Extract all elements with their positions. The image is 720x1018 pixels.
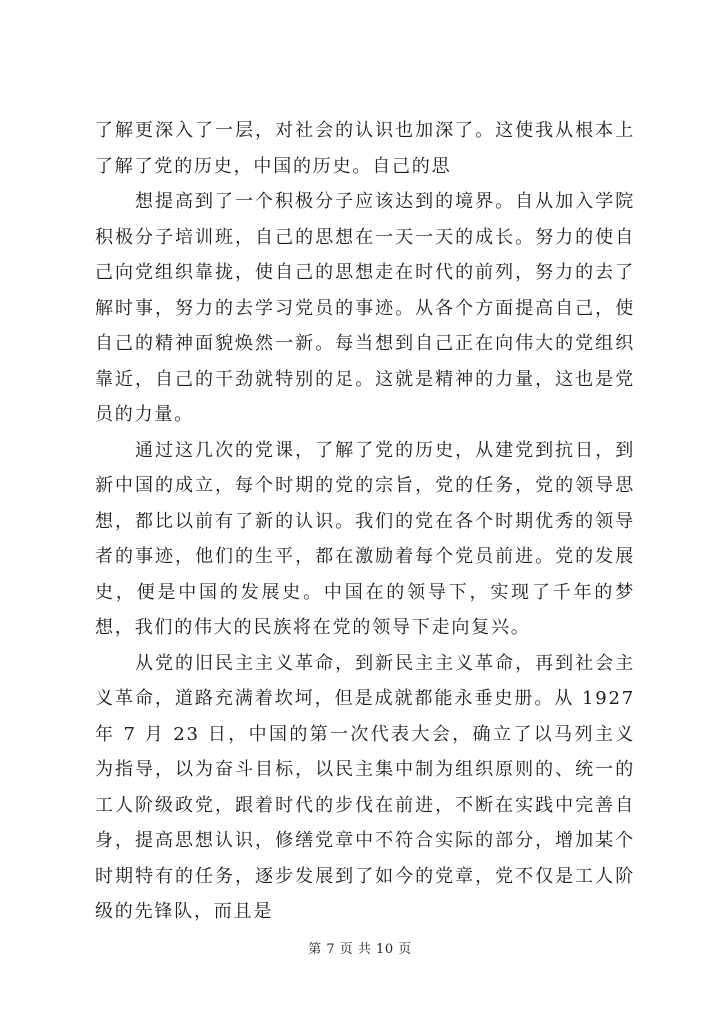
paragraph-continuation: 了解更深入了一层，对社会的认识也加深了。这使我从根本上了解了党的历史，中国的历史。自己的思 [95,120,635,177]
paragraph: 从党的旧民主主义革命，到新民主主义革命，再到社会主义革命，道路充满着坎坷，但是成就都能永垂史册。从 1927 年 7 月 23 日，中国的第一次代表大会，确立了以马列主义为指导，以为奋斗目标，以民主集中制为组织原则的、统一的工人阶级政党，跟着时代的步伐在前进，不断在实践中完善自身，提高思想认识，修缮党章中不符合实际的部分，增加某个时期特有的任务，逐步发展到了如今的党章，党不仅是工人阶级的先锋队，而且是 [95,652,635,922]
paragraph: 通过这几次的党课，了解了党的历史，从建党到抗日，到新中国的成立，每个时期的党的宗旨，党的任务，党的领导思想，都比以前有了新的认识。我们的党在各个时期优秀的领导者的事迹，他们的生平，都在激励着每个党员前进。党的发展史，便是中国的发展史。中国在的领导下，实现了千年的梦想，我们的伟大的民族将在党的领导下走向复兴。 [95,439,635,638]
document-body [95,113,635,930]
paragraph: 想提高到了一个积极分子应该达到的境界。自从加入学院积极分子培训班，自己的思想在一天一天的成长。努力的使自己向党组织靠拢，使自己的思想走在时代的前列，努力的去了解时事，努力的去学习党员的事迹。从各个方面提高自己，使自己的精神面貌焕然一新。每当想到自己正在向伟大的党组织靠近，自己的干劲就特别的足。这就是精神的力量，这也是党员的力量。 [95,191,635,425]
page-number-footer: 第 7 页 共 10 页 [308,942,412,957]
